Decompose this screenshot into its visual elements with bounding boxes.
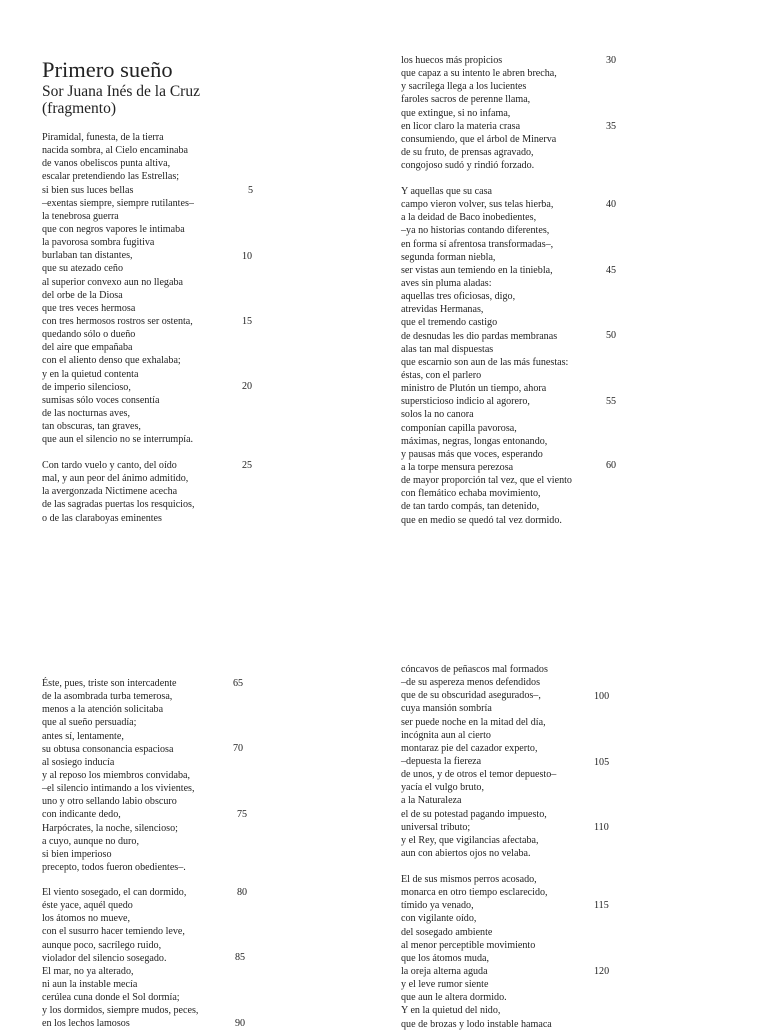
- poem-line: cóncavos de peñascos mal formados: [401, 664, 548, 675]
- poem-line: del sosegado ambiente: [401, 926, 493, 938]
- line-number: 105: [594, 757, 610, 768]
- poem-line: del orbe de la Diosa: [42, 289, 123, 301]
- line-number: 25: [242, 460, 253, 471]
- line-number: 75: [237, 809, 248, 820]
- poem-line: cuya mansión sombría: [401, 703, 492, 715]
- poem-line: la tenebrosa guerra: [42, 210, 119, 222]
- poem-line: al sosiego inducía: [42, 756, 115, 768]
- poem-line: Harpócrates, la noche, silencioso;: [42, 822, 178, 834]
- poem-line: y los dormidos, siempre mudos, peces,: [42, 1005, 199, 1017]
- poem-line: la oreja alterna aguda: [401, 965, 488, 977]
- stanza-5: [42, 677, 195, 874]
- line-number: 50: [606, 330, 617, 341]
- line-number: 20: [242, 381, 253, 392]
- poem-line: cerúlea cuna donde el Sol dormía;: [42, 992, 180, 1004]
- poem-line: incógnita aun al cierto: [401, 729, 491, 741]
- poem-line: El de sus mismos perros acosado,: [401, 874, 537, 885]
- poem-line: de tan tardo compás, tan detenido,: [401, 501, 540, 513]
- poem-line: atrevidas Hermanas,: [401, 304, 484, 316]
- poem-line: al superior convexo aun no llegaba: [42, 276, 183, 288]
- poem-line: y pausas más que voces, esperando: [401, 448, 543, 460]
- poem-line: El mar, no ya alterado,: [42, 965, 134, 977]
- poem-line: en forma sí afrentosa transformadas–,: [401, 238, 554, 250]
- poem-line: antes sí, lentamente,: [42, 730, 124, 742]
- poem-line: éste yace, aquél quedo: [42, 900, 133, 912]
- poem-line: aunque poco, sacrílego ruido,: [42, 939, 162, 951]
- line-number: 110: [594, 822, 609, 833]
- poem-line: de desnudas les dio pardas membranas: [401, 330, 558, 342]
- line-number: 5: [248, 185, 254, 196]
- poem-line: campo vieron volver, sus telas hierba,: [401, 199, 554, 211]
- poem-line: ser vistas aun temiendo en la tiniebla,: [401, 264, 553, 276]
- poem-line: aquellas tres oficiosas, digo,: [401, 291, 516, 303]
- line-number: 65: [233, 678, 244, 689]
- line-number: 70: [233, 743, 244, 754]
- poem-line: éstas, con el parlero: [401, 369, 482, 381]
- poem-line: de las sagradas puertas los resquicios,: [42, 499, 195, 511]
- line-number: 85: [235, 952, 246, 963]
- line-number: 55: [606, 396, 617, 407]
- poem-line: mal, y aun peor del ánimo admitido,: [42, 473, 189, 485]
- poem-line: montaraz pie del cazador experto,: [401, 742, 538, 754]
- poem-line: de imperio silencioso,: [42, 381, 131, 393]
- poem-line: los huecos más propicios: [401, 55, 503, 66]
- poem-line: que extingue, si no infama,: [401, 107, 511, 119]
- poem-line: de la asombrada turba temerosa,: [42, 691, 173, 703]
- author-block: [42, 83, 200, 117]
- poem-line: que aun le altera dormido.: [401, 992, 507, 1004]
- poem-line: y al reposo los miembros convidaba,: [42, 769, 191, 781]
- poem-line: escalar pretendiendo las Estrellas;: [42, 171, 180, 183]
- poem-line: ni aun la instable mecía: [42, 978, 138, 990]
- stanza-7: [401, 663, 556, 860]
- line-number: 40: [606, 199, 617, 210]
- poem-line: que capaz a su intento le abren brecha,: [401, 68, 557, 80]
- poem-line: con flemático echaba movimiento,: [401, 488, 541, 500]
- poem-line: y en la quietud contenta: [42, 368, 139, 380]
- poem-line: –ya no historias contando diferentes,: [401, 225, 550, 237]
- poem-line: al menor perceptible movimiento: [401, 939, 536, 951]
- poem-line: de las nocturnas aves,: [42, 407, 131, 419]
- poem-line: –el silencio intimando a los vivientes,: [42, 783, 195, 795]
- line-number: 10: [242, 251, 253, 262]
- poem-line: en los lechos lamosos: [42, 1018, 130, 1030]
- poem-line: componían capilla pavorosa,: [401, 422, 517, 434]
- poem-line: Con tardo vuelo y canto, del oído: [42, 460, 177, 471]
- poem-line: de unos, y de otros el temor depuesto–: [401, 769, 557, 781]
- poem-line: monarca en otro tiempo esclarecido,: [401, 887, 548, 899]
- poem-line: y el Rey, que vigilancias afectaba,: [401, 834, 539, 846]
- poem-line: burlaban tan distantes,: [42, 250, 133, 262]
- poem-line: que de su obscuridad asegurados–,: [401, 690, 541, 702]
- poem-line: en licor claro la materia crasa: [401, 120, 521, 132]
- line-number: 80: [237, 887, 248, 898]
- poem-line: del aire que empañaba: [42, 342, 133, 354]
- line-number: 90: [235, 1018, 246, 1029]
- poem-line: tan obscuras, tan graves,: [42, 421, 141, 433]
- poem-line: El viento sosegado, el can dormido,: [42, 887, 187, 898]
- stanza-8: [401, 873, 552, 1031]
- poem-line: los átomos no mueve,: [42, 913, 131, 925]
- poem-line: solos la no canora: [401, 409, 474, 421]
- poem-line: o de las claraboyas eminentes: [42, 512, 162, 524]
- poem-line: máximas, negras, longas entonando,: [401, 435, 548, 447]
- poem-line: quedando sólo o dueño: [42, 329, 136, 341]
- poem-line: de vanos obeliscos punta altiva,: [42, 158, 171, 170]
- poem-line: –de su aspereza menos defendidos: [401, 677, 541, 689]
- poem-line: que escarnio son aun de las más funestas:: [401, 356, 569, 368]
- poem-line: si bien sus luces bellas: [42, 184, 134, 196]
- fragment-note: (fragmento): [42, 100, 117, 117]
- poem-line: que de brozas y lodo instable hamaca: [401, 1018, 552, 1030]
- poem-line: uno y otro sellando labio obscuro: [42, 796, 177, 808]
- poem-line: a la Naturaleza: [401, 795, 462, 807]
- poem-line: que tres veces hermosa: [42, 302, 136, 314]
- poem-line: de mayor proporción tal vez, que el viento: [401, 475, 572, 487]
- poem-line: –exentas siempre, siempre rutilantes–: [42, 197, 194, 209]
- poem-line: que su atezado ceño: [42, 263, 123, 275]
- poem-line: el de su potestad pagando impuesto,: [401, 808, 547, 820]
- stanza-4: [401, 185, 572, 527]
- poem-line: aves sin pluma aladas:: [401, 277, 492, 289]
- poem-line: que aun el silencio no se interrumpía.: [42, 434, 194, 446]
- poem-line: nacida sombra, al Cielo encaminaba: [42, 145, 189, 157]
- poem-line: con el aliento denso que exhalaba;: [42, 355, 181, 367]
- line-number: 100: [594, 691, 610, 702]
- poem-line: Piramidal, funesta, de la tierra: [42, 132, 164, 143]
- poem-line: que los átomos muda,: [401, 952, 490, 964]
- poem-line: a cuyo, aunque no duro,: [42, 835, 139, 847]
- poem-line: menos a la atención solicitaba: [42, 704, 164, 716]
- line-number: 30: [606, 55, 617, 66]
- poem-line: violador del silencio sosegado.: [42, 952, 167, 964]
- author-name: Sor Juana Inés de la Cruz: [42, 83, 200, 100]
- poem-line: yacía el vulgo bruto,: [401, 782, 484, 794]
- poem-line: y sacrílega llega a los lucientes: [401, 81, 527, 93]
- stanza-2: [42, 459, 195, 525]
- poem-line: su obtusa consonancia espaciosa: [42, 743, 174, 755]
- poem-line: la avergonzada Nictimene acecha: [42, 486, 178, 498]
- poem-line: y el leve rumor siente: [401, 979, 489, 991]
- line-number: 120: [594, 966, 610, 977]
- poem-line: de su fruto, de prensas agravado,: [401, 146, 534, 158]
- poem-line: Y en la quietud del nido,: [401, 1005, 501, 1017]
- poem-title: Primero sueño: [42, 57, 173, 82]
- poem-line: que al sueño persuadía;: [42, 717, 137, 729]
- stanza-6: [42, 886, 198, 1031]
- poem-line: Éste, pues, triste son intercadente: [42, 678, 177, 689]
- poem-line: supersticioso indicio al agorero,: [401, 396, 530, 408]
- poem-line: precepto, todos fueron obedientes–.: [42, 861, 186, 873]
- poem-line: Y aquellas que su casa: [401, 186, 492, 197]
- poem-line: consumiendo, que el árbol de Minerva: [401, 133, 557, 145]
- line-number: 115: [594, 900, 609, 911]
- line-number: 35: [606, 121, 617, 132]
- line-number: 60: [606, 460, 617, 471]
- line-number: 15: [242, 316, 253, 327]
- poem-line: con vigilante oído,: [401, 913, 477, 925]
- poem-line: aun con abiertos ojos no velaba.: [401, 847, 531, 859]
- poem-line: congojoso sudó y rindió forzado.: [401, 160, 535, 172]
- poem-line: con indicante dedo,: [42, 809, 121, 821]
- stanza-1: [42, 131, 194, 446]
- poem-line: –depuesta la fiereza: [401, 755, 482, 767]
- poem-line: a la deidad de Baco inobedientes,: [401, 212, 537, 224]
- poem-line: universal tributo;: [401, 821, 471, 833]
- poem-line: faroles sacros de perenne llama,: [401, 94, 531, 106]
- poem-line: la pavorosa sombra fugitiva: [42, 237, 155, 249]
- poem-line: sumisas sólo voces consentía: [42, 394, 160, 406]
- line-number: 45: [606, 265, 617, 276]
- poem-line: segunda forman niebla,: [401, 251, 496, 263]
- poem-line: ser puede noche en la mitad del día,: [401, 716, 546, 728]
- poem-line: con tres hermosos rostros ser ostenta,: [42, 315, 193, 327]
- poem-line: con el susurro hacer temiendo leve,: [42, 926, 185, 938]
- poem-line: que con negros vapores le intimaba: [42, 223, 185, 235]
- poem-line: que en medio se quedó tal vez dormido.: [401, 514, 562, 526]
- poem-line: si bien imperioso: [42, 848, 112, 860]
- stanza-3: [401, 54, 557, 172]
- poem-line: tímido ya venado,: [401, 900, 474, 912]
- poem-line: que el tremendo castigo: [401, 317, 498, 329]
- poem-line: a la torpe mensura perezosa: [401, 461, 514, 473]
- poem-line: ministro de Plutón un tiempo, ahora: [401, 383, 547, 395]
- poem-line: alas tan mal dispuestas: [401, 343, 494, 355]
